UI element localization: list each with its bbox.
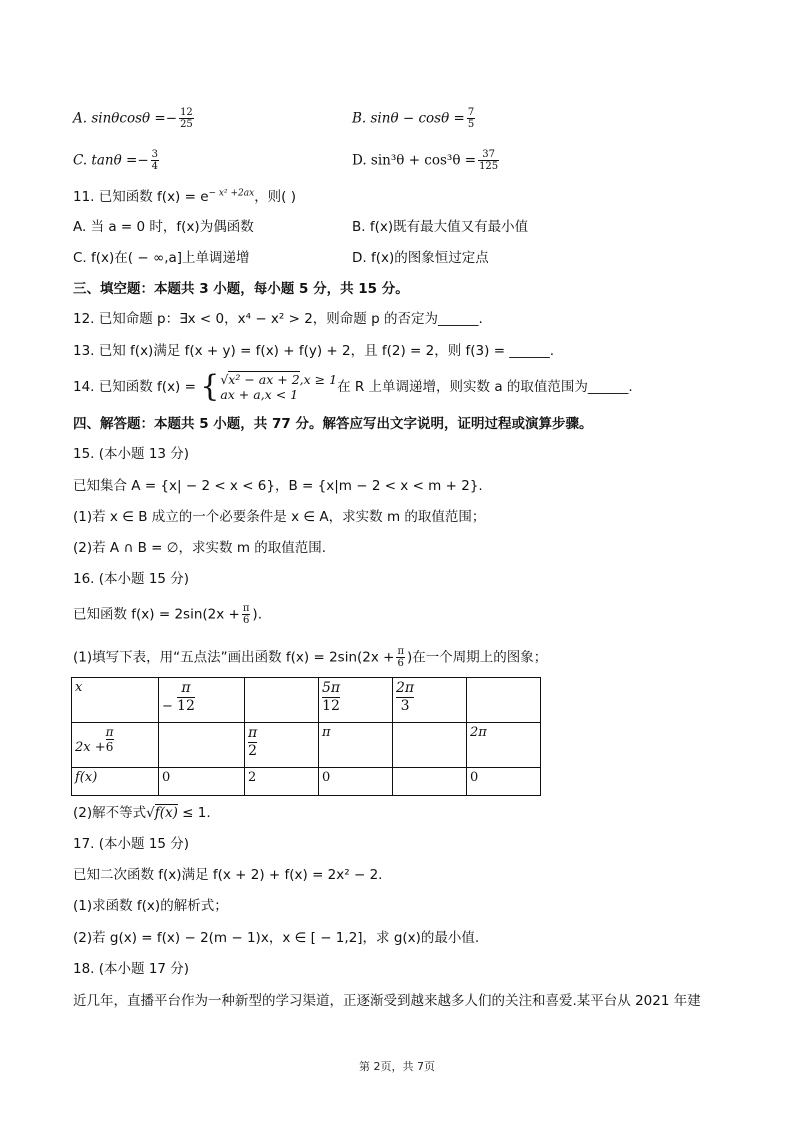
table-cell bbox=[245, 678, 319, 723]
q10-option-b-text: B. sinθ − cosθ = bbox=[352, 110, 465, 127]
minus-sign: − bbox=[162, 699, 173, 714]
table-cell: π bbox=[319, 723, 393, 768]
q11-stem bbox=[73, 187, 296, 207]
denominator: 5 bbox=[467, 119, 475, 130]
left-brace-icon: { bbox=[200, 369, 220, 404]
label-text: 2x + bbox=[75, 740, 106, 755]
table-cell-label-x: x bbox=[72, 678, 159, 723]
denominator: 6 bbox=[242, 615, 250, 626]
denominator: 2 bbox=[248, 743, 258, 759]
table-cell bbox=[159, 678, 245, 723]
denominator: 12 bbox=[322, 698, 340, 714]
q10-option-b bbox=[352, 107, 477, 130]
q11-stem-text: 11. 已知函数 f(x) = e bbox=[73, 189, 209, 205]
q10-option-d-fraction bbox=[478, 149, 499, 172]
q14-case-1-radicand: x² − ax + 2 bbox=[228, 372, 300, 387]
q11-option-b: B. f(x)既有最大值又有最小值 bbox=[352, 219, 529, 235]
q10-option-c bbox=[73, 149, 161, 172]
denominator: 125 bbox=[479, 161, 499, 172]
table-fraction bbox=[248, 725, 257, 760]
q14-cases bbox=[220, 372, 337, 402]
q14-case-2: ax + a,x < 1 bbox=[220, 387, 299, 402]
table-cell bbox=[319, 678, 393, 723]
table-fraction bbox=[106, 725, 114, 754]
q10-option-d bbox=[352, 149, 501, 172]
sqrt-icon: √ bbox=[220, 372, 229, 387]
q18-line-1: 近几年，直播平台作为一种新型的学习渠道，正逐渐受到越来越多人们的关注和喜爱.某平台从 2021 年建 bbox=[73, 993, 701, 1009]
numerator: 37 bbox=[478, 149, 499, 161]
q17-title: 17. (本小题 15 分) bbox=[73, 836, 190, 852]
q14-case-1-cond: ,x ≥ 1 bbox=[299, 372, 338, 387]
q16-line-3 bbox=[73, 803, 211, 823]
q17-line-1: 已知二次函数 f(x)满足 f(x + 2) + f(x) = 2x² − 2. bbox=[73, 867, 383, 883]
q11-option-a: A. 当 a = 0 时，f(x)为偶函数 bbox=[73, 219, 254, 235]
table-cell-label-2x bbox=[72, 723, 159, 768]
page-footer: 第 2页，共 7页 bbox=[359, 1060, 435, 1073]
q14-case-1 bbox=[220, 372, 337, 387]
q10-option-a-text: A. sinθcosθ =− bbox=[73, 110, 178, 127]
section-3-heading: 三、填空题：本题共 3 小题，每小题 5 分，共 15 分。 bbox=[73, 281, 409, 297]
q10-option-d-text: D. sin³θ + cos³θ = bbox=[352, 152, 477, 169]
five-point-table bbox=[71, 677, 541, 796]
table-cell: 0 bbox=[159, 768, 245, 796]
numerator: 12 bbox=[180, 107, 193, 118]
q15-line-3: (2)若 A ∩ B = ∅，求实数 m 的取值范围. bbox=[73, 540, 327, 556]
q16-line-2 bbox=[73, 646, 547, 669]
table-cell bbox=[245, 723, 319, 768]
table-row bbox=[72, 723, 541, 768]
q15-line-1: 已知集合 A = {x| − 2 < x < 6}，B = {x|m − 2 < x < m + 2}. bbox=[73, 478, 483, 494]
q16-line-1 bbox=[73, 603, 262, 626]
denominator: 25 bbox=[180, 119, 193, 130]
table-cell-label-fx: f(x) bbox=[72, 768, 159, 796]
q10-option-c-text: C. tanθ =− bbox=[73, 152, 149, 169]
q16-line-1-post: ). bbox=[252, 606, 262, 623]
table-cell: 2π bbox=[467, 723, 541, 768]
table-cell: 2 bbox=[245, 768, 319, 796]
numerator: π bbox=[105, 725, 114, 739]
q16-line-3-pre: (2)解不等式 bbox=[73, 805, 147, 821]
table-cell bbox=[159, 723, 245, 768]
table-fraction bbox=[322, 680, 340, 715]
table-fraction bbox=[396, 680, 414, 715]
q10-option-c-fraction bbox=[151, 149, 159, 172]
q15-line-2: (1)若 x ∈ B 成立的一个必要条件是 x ∈ A，求实数 m 的取值范围； bbox=[73, 509, 486, 525]
q12: 12. 已知命题 p：∃x < 0，x⁴ − x² > 2，则命题 p 的否定为______. bbox=[73, 311, 483, 327]
denominator: 4 bbox=[151, 161, 159, 172]
table-cell bbox=[393, 678, 467, 723]
q10-option-a-fraction bbox=[179, 107, 194, 130]
q17-line-2: (1)求函数 f(x)的解析式； bbox=[73, 898, 228, 914]
table-row bbox=[72, 768, 541, 796]
denominator: 12 bbox=[177, 698, 195, 714]
sqrt-icon: √ bbox=[146, 805, 155, 821]
numerator: π bbox=[242, 603, 250, 614]
q16-line-3-post: ≤ 1. bbox=[177, 805, 211, 821]
q17-line-3: (2)若 g(x) = f(x) − 2(m − 1)x，x ∈ [ − 1,2]，求 g(x)的最小值. bbox=[73, 930, 480, 946]
q16-line-2-post: )在一个周期上的图象； bbox=[407, 649, 548, 666]
numerator: π bbox=[397, 646, 405, 657]
q11-option-d: D. f(x)的图象恒过定点 bbox=[352, 250, 489, 266]
denominator: 3 bbox=[400, 698, 410, 714]
q11-exponent: − x² +2ax bbox=[208, 188, 255, 199]
table-cell: 0 bbox=[467, 768, 541, 796]
table-row bbox=[72, 678, 541, 723]
table-cell bbox=[393, 723, 467, 768]
numerator: 2π bbox=[396, 680, 415, 696]
q14-head: 14. 已知函数 f(x) = bbox=[73, 379, 196, 395]
numerator: π bbox=[248, 725, 258, 741]
q13: 13. 已知 f(x)满足 f(x + y) = f(x) + f(y) + 2，且 f(2) = 2，则 f(3) = ______. bbox=[73, 343, 555, 359]
q10-option-a bbox=[73, 107, 196, 130]
q16-line-1-pre: 已知函数 f(x) = 2sin(2x + bbox=[73, 606, 240, 623]
q11-stem-tail: ，则( ) bbox=[254, 189, 297, 205]
table-cell bbox=[393, 768, 467, 796]
q16-title: 16. (本小题 15 分) bbox=[73, 571, 190, 587]
table-cell bbox=[467, 678, 541, 723]
denominator: 6 bbox=[105, 740, 114, 754]
q16-line-2-fraction bbox=[396, 646, 405, 669]
q14-tail: 在 R 上单调递增，则实数 a 的取值范围为______. bbox=[337, 379, 633, 395]
q16-line-2-pre: (1)填写下表，用“五点法”画出函数 f(x) = 2sin(2x + bbox=[73, 649, 395, 666]
q16-line-1-fraction bbox=[242, 603, 251, 626]
q11-option-c: C. f(x)在( − ∞,a]上单调递增 bbox=[73, 250, 250, 266]
q18-title: 18. (本小题 17 分) bbox=[73, 961, 190, 977]
q16-line-3-radicand: f(x) bbox=[154, 805, 178, 821]
table-cell: 0 bbox=[319, 768, 393, 796]
numerator: 5π bbox=[322, 680, 341, 696]
table-fraction bbox=[177, 680, 195, 715]
denominator: 6 bbox=[397, 658, 404, 669]
numerator: 7 bbox=[467, 107, 475, 118]
numerator: 3 bbox=[151, 149, 159, 160]
numerator: π bbox=[177, 680, 195, 698]
q10-option-b-fraction bbox=[467, 107, 475, 130]
q14 bbox=[73, 369, 633, 405]
q15-title: 15. (本小题 13 分) bbox=[73, 446, 190, 462]
section-4-heading: 四、解答题：本题共 5 小题，共 77 分。解答应写出文字说明，证明过程或演算步骤。 bbox=[73, 416, 593, 432]
